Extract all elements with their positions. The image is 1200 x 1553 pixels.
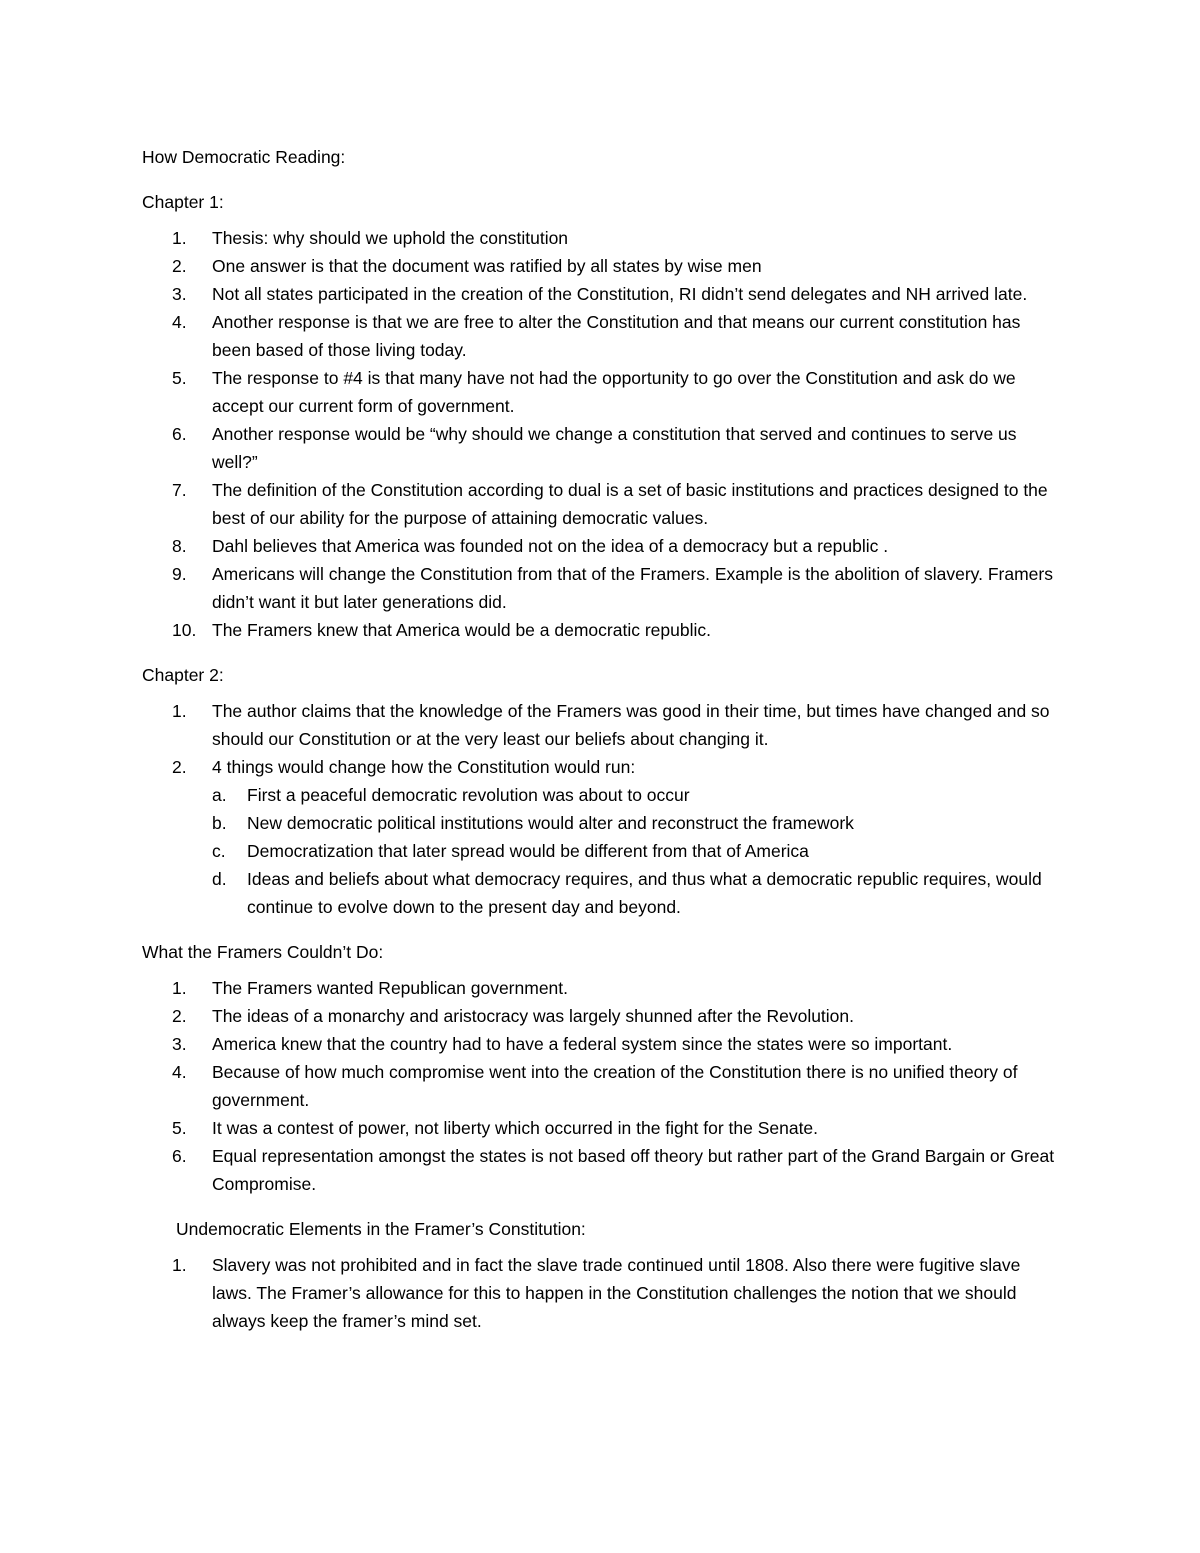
- list-item-text: Because of how much compromise went into the creation of the Constitution there is no unified theory of government.: [212, 1062, 1018, 1110]
- sub-list-letter: a.: [212, 785, 227, 805]
- list-item: [142, 1030, 1062, 1058]
- list-number: 3.: [172, 1034, 187, 1054]
- sub-list-item-text: New democratic political institutions would alter and reconstruct the framework: [247, 813, 854, 833]
- list-item-text: The response to #4 is that many have not had the opportunity to go over the Constitution and ask do we accept our current form of government.: [212, 368, 1016, 416]
- document-page: [142, 143, 1062, 1352]
- list-number: 4.: [172, 1062, 187, 1082]
- list-item-text: Thesis: why should we uphold the constitution: [212, 228, 569, 248]
- list-item: [142, 1251, 1062, 1335]
- list-item: [142, 364, 1062, 420]
- list-item-text: It was a contest of power, not liberty which occurred in the fight for the Senate.: [212, 1118, 819, 1138]
- list-number: 4.: [172, 312, 187, 332]
- list-item: [142, 532, 1062, 560]
- list-number: 6.: [172, 1146, 187, 1166]
- list-item: [142, 697, 1062, 753]
- list-item: [142, 974, 1062, 1002]
- chapter-2-list: [142, 697, 1062, 921]
- sub-list-item: [212, 781, 1062, 809]
- list-number: 6.: [172, 424, 187, 444]
- list-number: 2.: [172, 256, 187, 276]
- section-heading-framers-couldnt-do: What the Framers Couldn’t Do:: [142, 942, 384, 962]
- sub-list-item: [212, 809, 1062, 837]
- list-item-text: Another response is that we are free to alter the Constitution and that means our current constitution has been based of those living today.: [212, 312, 1021, 360]
- list-item: [142, 280, 1062, 308]
- sub-list-letter: b.: [212, 813, 227, 833]
- section-heading-chapter-2: Chapter 2:: [142, 665, 224, 685]
- sub-list-item: [212, 837, 1062, 865]
- list-item-text: Equal representation amongst the states is not based off theory but rather part of the Grand Bargain or Great Compromise.: [212, 1146, 1055, 1194]
- sub-list-item-text: First a peaceful democratic revolution was about to occur: [247, 785, 690, 805]
- list-number: 3.: [172, 284, 187, 304]
- list-item-text: The Framers wanted Republican government.: [212, 978, 569, 998]
- undemocratic-elements-list: [142, 1251, 1062, 1335]
- list-number: 1.: [172, 978, 187, 998]
- list-item-text: Another response would be “why should we change a constitution that served and continues to serve us well?”: [212, 424, 1017, 472]
- list-item: [142, 420, 1062, 476]
- sub-list-item-text: Democratization that later spread would be different from that of America: [247, 841, 809, 861]
- sub-list-item: [212, 865, 1062, 921]
- chapter-2-sublist: [212, 781, 1062, 921]
- list-number: 10.: [172, 620, 197, 640]
- list-item-text: The ideas of a monarchy and aristocracy was largely shunned after the Revolution.: [212, 1006, 855, 1026]
- sub-list-item-text: Ideas and beliefs about what democracy requires, and thus what a democratic republic requires, would continue to evolve down to the present day and beyond.: [247, 869, 1042, 917]
- list-item: [142, 476, 1062, 532]
- list-item: [142, 560, 1062, 616]
- list-item-text: One answer is that the document was ratified by all states by wise men: [212, 256, 762, 276]
- list-item: [142, 616, 1062, 644]
- document-title: How Democratic Reading:: [142, 147, 346, 167]
- list-number: 1.: [172, 701, 187, 721]
- list-number: 1.: [172, 1255, 187, 1275]
- list-number: 2.: [172, 757, 187, 777]
- section-heading-chapter-1: Chapter 1:: [142, 192, 224, 212]
- list-item: [142, 224, 1062, 252]
- list-item-text: 4 things would change how the Constitution would run:: [212, 757, 636, 777]
- list-item-text: The Framers knew that America would be a democratic republic.: [212, 620, 711, 640]
- list-item: [142, 753, 1062, 921]
- list-item: [142, 1058, 1062, 1114]
- list-number: 5.: [172, 1118, 187, 1138]
- sub-list-letter: c.: [212, 841, 226, 861]
- list-number: 2.: [172, 1006, 187, 1026]
- list-item-text: Americans will change the Constitution from that of the Framers. Example is the abolition of slavery. Framers didn’t want it but later generations did.: [212, 564, 1053, 612]
- list-item: [142, 1002, 1062, 1030]
- list-number: 8.: [172, 536, 187, 556]
- list-item: [142, 1114, 1062, 1142]
- list-item: [142, 308, 1062, 364]
- list-item-text: America knew that the country had to have a federal system since the states were so important.: [212, 1034, 953, 1054]
- list-item-text: The definition of the Constitution according to dual is a set of basic institutions and practices designed to the best of our ability for the purpose of attaining democratic values.: [212, 480, 1048, 528]
- list-item: [142, 252, 1062, 280]
- list-number: 5.: [172, 368, 187, 388]
- section-heading-undemocratic-elements: Undemocratic Elements in the Framer’s Constitution:: [176, 1219, 586, 1239]
- chapter-1-list: [142, 224, 1062, 644]
- list-number: 1.: [172, 228, 187, 248]
- list-item-text: Dahl believes that America was founded not on the idea of a democracy but a republic .: [212, 536, 889, 556]
- list-item-text: The author claims that the knowledge of the Framers was good in their time, but times have changed and so should our Constitution or at the very least our beliefs about changing it.: [212, 701, 1050, 749]
- framers-couldnt-do-list: [142, 974, 1062, 1198]
- list-item: [142, 1142, 1062, 1198]
- list-number: 7.: [172, 480, 187, 500]
- list-item-text: Not all states participated in the creation of the Constitution, RI didn’t send delegates and NH arrived late.: [212, 284, 1028, 304]
- list-number: 9.: [172, 564, 187, 584]
- sub-list-letter: d.: [212, 869, 227, 889]
- list-item-text: Slavery was not prohibited and in fact the slave trade continued until 1808. Also there were fugitive slave laws. The Framer’s allowance for this to happen in the Constitution challenges the notion that we should always keep the framer’s mind set.: [212, 1255, 1021, 1331]
